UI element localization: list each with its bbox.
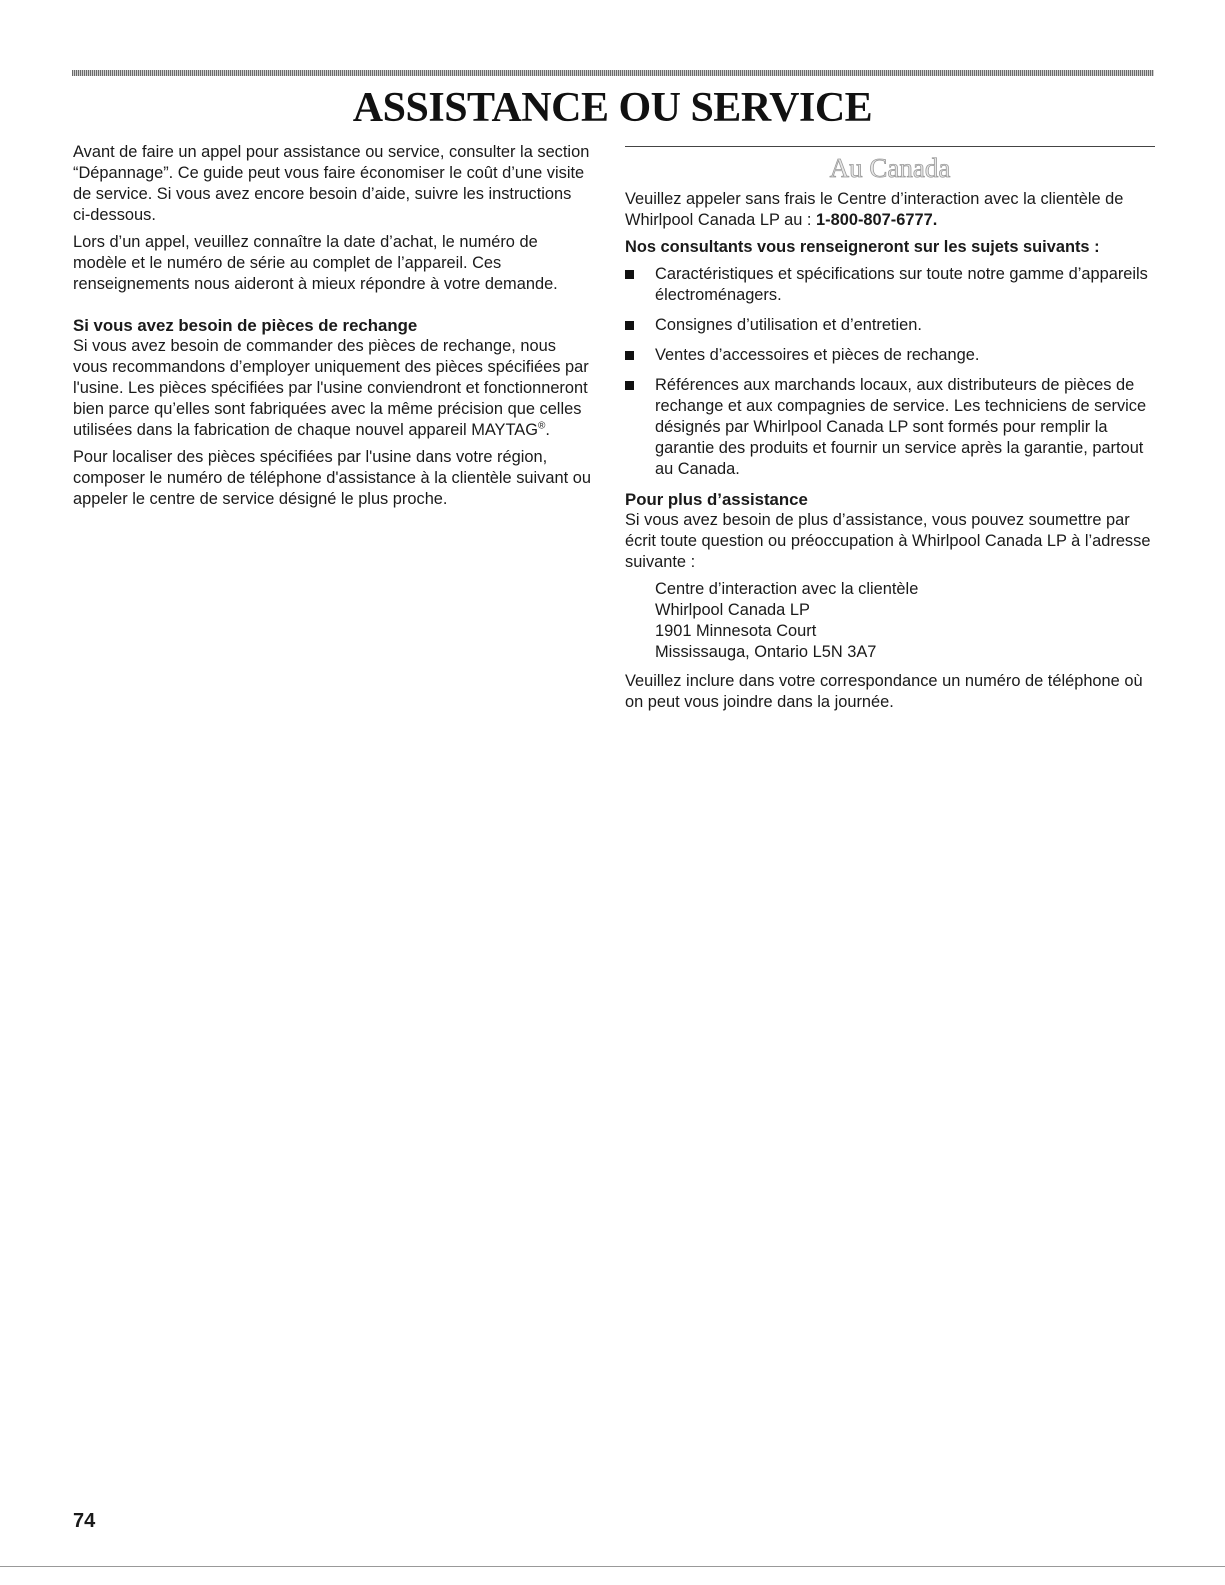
- square-bullet-icon: [625, 381, 634, 390]
- square-bullet-icon: [625, 270, 634, 279]
- list-item: [625, 375, 1155, 480]
- call-paragraph: [625, 189, 1155, 231]
- list-item-text: Consignes d’utilisation et d’entretien.: [655, 316, 922, 334]
- bottom-rule: [0, 1566, 1225, 1567]
- more-assistance-paragraph: Si vous avez besoin de plus d’assistance, vous pouvez soumettre par écrit toute question ou préoccupation à Whirlpool Canada LP à l’adresse suivante :: [625, 511, 1151, 571]
- list-item-text: Ventes d’accessoires et pièces de rechange.: [655, 346, 980, 364]
- address-line: Mississauga, Ontario L5N 3A7: [655, 643, 877, 661]
- page-title: ASSISTANCE OU SERVICE: [352, 85, 873, 131]
- parts-text-end: .: [545, 421, 550, 439]
- page-number: 74: [73, 1510, 96, 1532]
- list-item: [625, 315, 1155, 336]
- left-column: [73, 142, 593, 516]
- topics-list: [625, 264, 1155, 480]
- right-column-rule: [625, 146, 1155, 147]
- list-item: [625, 345, 1155, 366]
- right-column: [625, 146, 1155, 719]
- address-line: Centre d’interaction avec la clientèle: [655, 580, 919, 598]
- parts-paragraph: [73, 336, 593, 441]
- address-line: 1901 Minnesota Court: [655, 622, 817, 640]
- locate-paragraph: Pour localiser des pièces spécifiées par l'usine dans votre région, composer le numéro de téléphone d'assistance à la clientèle suivant ou appeler le centre de service désigné le plus proche.: [73, 448, 591, 508]
- list-item: [625, 264, 1155, 306]
- consultants-heading: Nos consultants vous renseigneront sur les sujets suivants :: [625, 238, 1100, 256]
- call-info-paragraph: Lors d’un appel, veuillez connaître la date d’achat, le numéro de modèle et le numéro de série au complet de l’appareil. Ces renseignements nous aideront à mieux répondre à votre demande.: [73, 233, 558, 293]
- parts-heading: Si vous avez besoin de pièces de rechange: [73, 316, 418, 335]
- list-item-text: Références aux marchands locaux, aux distributeurs de pièces de rechange et aux compagnies de service. Les techniciens de service désignés par Whirlpool Canada LP sont formés pour remplir la garantie des produits et fournir un service après la garantie, partout au Canada.: [655, 376, 1147, 478]
- square-bullet-icon: [625, 321, 634, 330]
- call-text: Veuillez appeler sans frais le Centre d’interaction avec la clientèle de Whirlpool Canada LP au :: [625, 190, 1124, 229]
- top-dotted-rule: [72, 70, 1154, 76]
- parts-text: Si vous avez besoin de commander des pièces de rechange, nous vous recommandons d’employer uniquement des pièces spécifiées par l'usine. Les pièces spécifiées par l'usine conviendront et fonctionneront bien parce qu’elles sont fabriquées avec la même précision que celles utilisées dans la fabrication de chaque nouvel appareil MAYTAG: [73, 337, 589, 439]
- list-item-text: Caractéristiques et spécifications sur toute notre gamme d’appareils électroménagers.: [655, 265, 1148, 304]
- address-line: Whirlpool Canada LP: [655, 601, 810, 619]
- mailing-address: [625, 579, 1155, 663]
- square-bullet-icon: [625, 351, 634, 360]
- more-assistance-heading: Pour plus d’assistance: [625, 490, 808, 509]
- intro-paragraph: Avant de faire un appel pour assistance ou service, consulter la section “Dépannage”. Ce guide peut vous faire économiser le coût d’une visite de service. Si vous avez encore besoin d’aide, suivre les instructions ci-dessous.: [73, 143, 590, 224]
- canada-subtitle: Au Canada: [829, 153, 951, 183]
- closing-paragraph: Veuillez inclure dans votre correspondance un numéro de téléphone où on peut vous joindre dans la journée.: [625, 672, 1143, 711]
- phone-number: 1-800-807-6777.: [816, 211, 938, 229]
- registered-mark: ®: [537, 420, 546, 432]
